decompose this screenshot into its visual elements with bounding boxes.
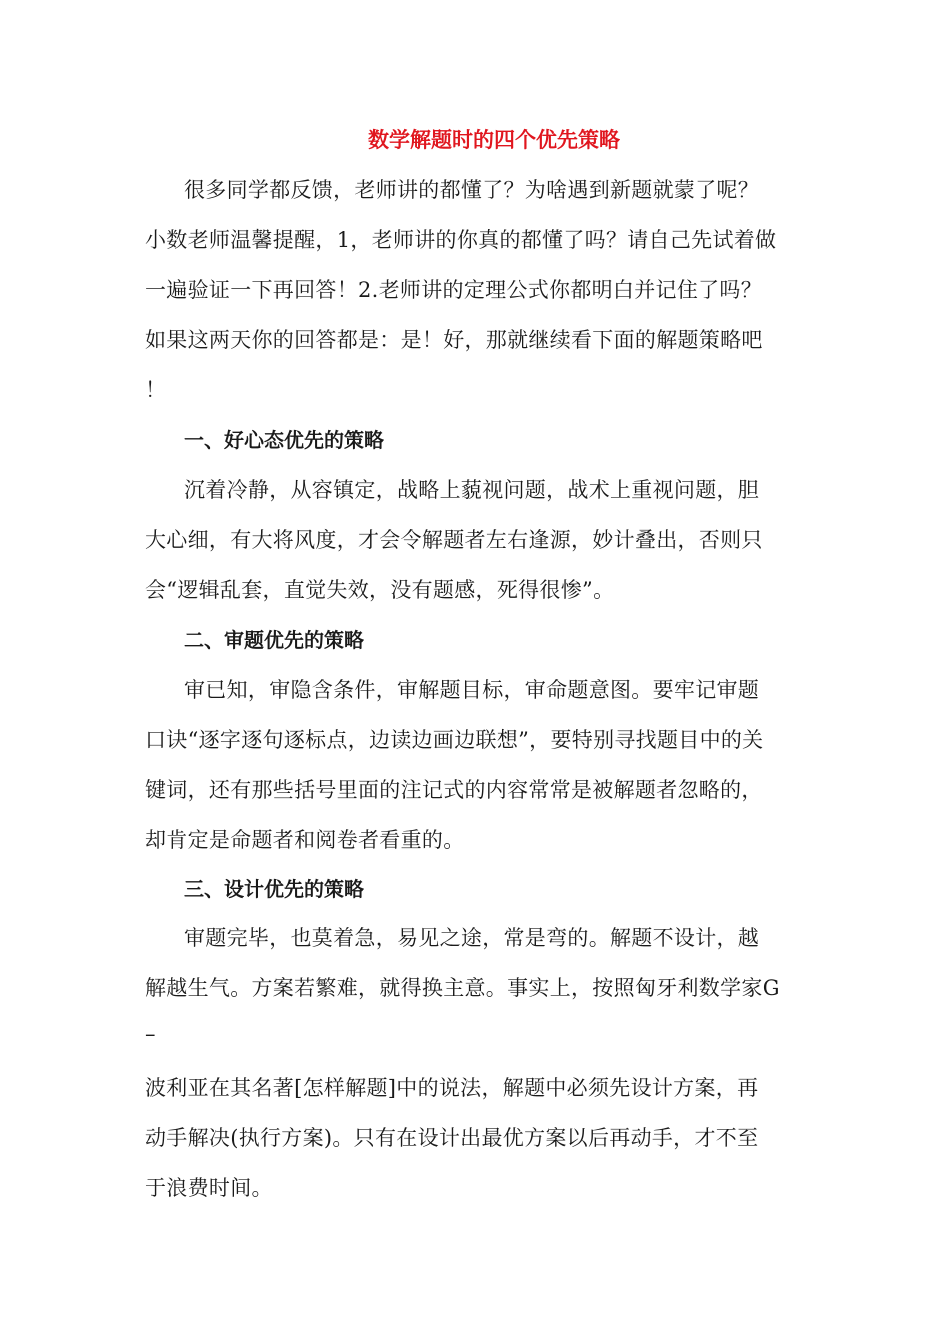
section-3-line-5: 动手解决(执行方案)。只有在设计出最优方案以后再动手，才不至 <box>145 1126 759 1150</box>
section-3-line-1: 审题完毕，也莫着急，易见之途，常是弯的。解题不设计，越 <box>184 926 760 950</box>
intro-line-1: 很多同学都反馈，老师讲的都懂了？为啥遇到新题就蒙了呢？ <box>184 178 760 202</box>
section-3-line-6: 于浪费时间。 <box>145 1176 273 1200</box>
section-1-line-2: 大心细，有大将风度，才会令解题者左右逢源，妙计叠出，否则只 <box>145 528 763 552</box>
section-2-line-1: 审已知，审隐含条件，审解题目标，审命题意图。要牢记审题 <box>184 678 760 702</box>
intro-line-2: 小数老师温馨提醒，1，老师讲的你真的都懂了吗？请自己先试着做 <box>145 228 777 252</box>
intro-line-3: 一遍验证一下再回答！2.老师讲的定理公式你都明白并记住了吗？ <box>145 278 763 302</box>
section-2-line-3: 键词，还有那些括号里面的注记式的内容常常是被解题者忽略的， <box>145 778 763 802</box>
section-3-heading: 三、设计优先的策略 <box>184 877 364 901</box>
intro-line-4: 如果这两天你的回答都是：是！好，那就继续看下面的解题策略吧 <box>145 328 763 352</box>
section-2-heading: 二、审题优先的策略 <box>184 628 364 652</box>
document-title: 数学解题时的四个优先策略 <box>368 128 620 152</box>
section-1-heading: 一、好心态优先的策略 <box>184 428 384 452</box>
section-3-line-2: 解越生气。方案若繁难，就得换主意。事实上，按照匈牙利数学家G <box>145 976 780 1000</box>
section-1-line-1: 沉着冷静，从容镇定，战略上藐视问题，战术上重视问题，胆 <box>184 478 760 502</box>
section-1-line-3: 会“逻辑乱套，直觉失效，没有题感，死得很惨”。 <box>145 578 615 602</box>
section-3-line-4: 波利亚在其名著[怎样解题]中的说法，解题中必须先设计方案，再 <box>145 1076 759 1100</box>
section-2-line-2: 口诀“逐字逐句逐标点，边读边画边联想”，要特别寻找题目中的关 <box>145 728 764 752</box>
section-2-line-4: 却肯定是命题者和阅卷者看重的。 <box>145 828 465 852</box>
section-3-line-3: – <box>145 1022 156 1046</box>
intro-line-5: ！ <box>145 378 167 402</box>
